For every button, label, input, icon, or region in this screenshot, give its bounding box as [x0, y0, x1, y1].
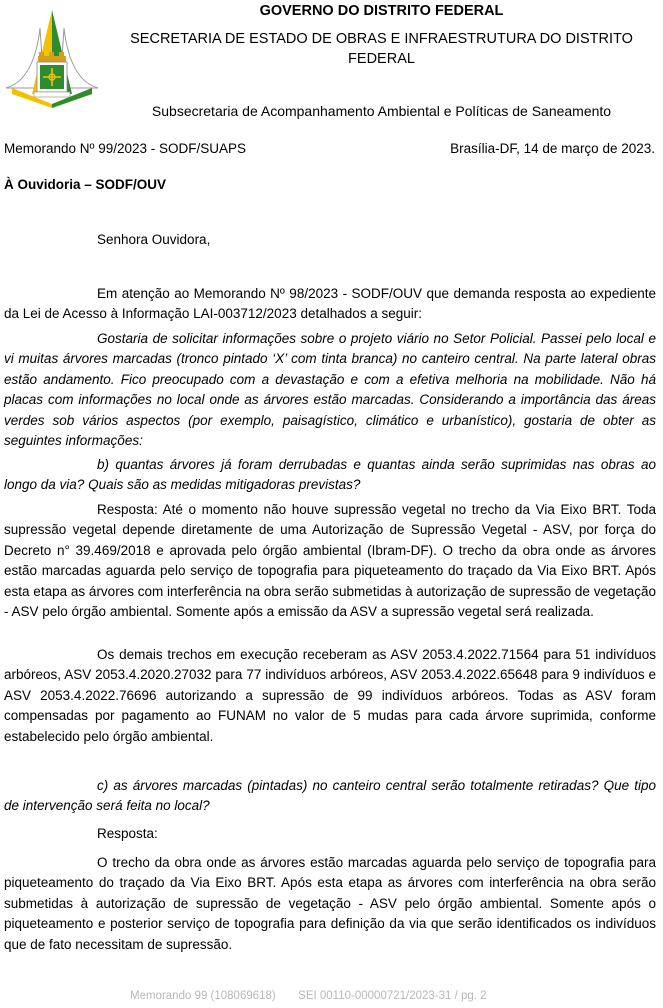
government-title: GOVERNO DO DISTRITO FEDERAL — [259, 3, 504, 19]
answer-c-paragraph: O trecho da obra onde as árvores estão marcadas aguarda pelo serviço de topografia para piqueteamento do traçado da Via Eixo BRT. Após esta etapa as árvores com interferência na obra serão submetidas à autorização de supressão de vegetação - ASV pelo órgão ambiental. Somente após o piqueteamento e posterior serviço de topografia para definição da via que serão identificados os indivíduos que de fato necessitam de supressão. — [4, 855, 656, 952]
secretariat-title — [100, 29, 663, 69]
answer-b-paragraph-1: Resposta: Até o momento não houve supressão vegetal no trecho da Via Eixo BRT. Toda supressão vegetal depende diretamente de uma Autorização de Supressão Vegetal - ASV, por força do Decreto n° 39.469/2018 e aprovada pelo órgão ambiental (Ibram-DF). O trecho da obra onde as árvores estão marcadas aguarda pelo serviço de topografia para piqueteamento do traçado da Via Eixo BRT. Após esta etapa as árvores com interferência na obra serão submetidas à autorização de supressão de vegetação - ASV pelo órgão ambiental. Somente após a emissão da ASV a supressão vegetal será realizada. — [4, 502, 656, 620]
salutation: Senhora Ouvidora, — [97, 232, 211, 247]
intro-paragraph: Em atenção ao Memorando Nº 98/2023 - SODF/OUV que demanda resposta ao expediente da Lei de Acesso à Informação LAI-003712/2023 detalhados a seguir: — [4, 286, 656, 322]
secretariat-line-2: FEDERAL — [348, 51, 415, 67]
page-footer — [130, 990, 487, 1002]
answer-b-paragraph-2: Os demais trechos em execução receberam as ASV 2053.4.2022.71564 para 51 indivíduos arbóreos, ASV 2053.4.2020.27032 para 77 indivíduos arbóreos, ASV 2053.4.2022.65648 para 9 indivíduos e ASV 2053.4.2022.76696 autorizando a supressão de 99 indivíduos arbóreos. Todas as ASV foram compensadas por pagamento ao FUNAM no valor de 5 mudas para cada árvore suprimida, conforme estabelecido pelo órgão ambiental. — [4, 647, 656, 744]
question-c: c) as árvores marcadas (pintadas) no canteiro central serão totalmente retiradas? Que tipo de intervenção será feita no local? — [4, 778, 656, 814]
secretariat-line-1: SECRETARIA DE ESTADO DE OBRAS E INFRAESTRUTURA DO DISTRITO — [130, 31, 633, 47]
gdf-coat-of-arms-icon — [4, 8, 100, 108]
memo-header-line — [4, 141, 655, 156]
recipient: À Ouvidoria – SODF/OUV — [4, 177, 167, 192]
place-date: Brasília-DF, 14 de março de 2023. — [450, 141, 655, 156]
process-page: SEI 00110-00000721/2023-31 / pg. 2 — [298, 990, 487, 1002]
subsecretariat-title: Subsecretaria de Acompanhamento Ambiental e Políticas de Saneamento — [151, 103, 612, 119]
document-ref: Memorando 99 (108069618) — [130, 990, 276, 1002]
memo-number: Memorando Nº 99/2023 - SODF/SUAPS — [4, 141, 247, 156]
answer-c-label: Resposta: — [97, 826, 158, 841]
question-b: b) quantas árvores já foram derrubadas e quantas ainda serão suprimidas nas obras ao longo da via? Quais são as medidas mitigadoras previstas? — [4, 457, 656, 493]
request-paragraph: Gostaria de solicitar informações sobre o projeto viário no Setor Policial. Passei pelo local e vi muitas árvores marcadas (tronco pintado ‘X’ com tinta branca) no canteiro central. Na parte lateral obras estão andamento. Fico preocupado com a devastação e com a efetiva melhoria na mobilidade. Não há placas com informações no local onde as árvores estão marcadas. Considerando a importância das áreas verdes sob vários aspectos (por exemplo, paisagístico, climático e urbanístico), gostaria de obter as seguintes informações: — [4, 331, 656, 449]
